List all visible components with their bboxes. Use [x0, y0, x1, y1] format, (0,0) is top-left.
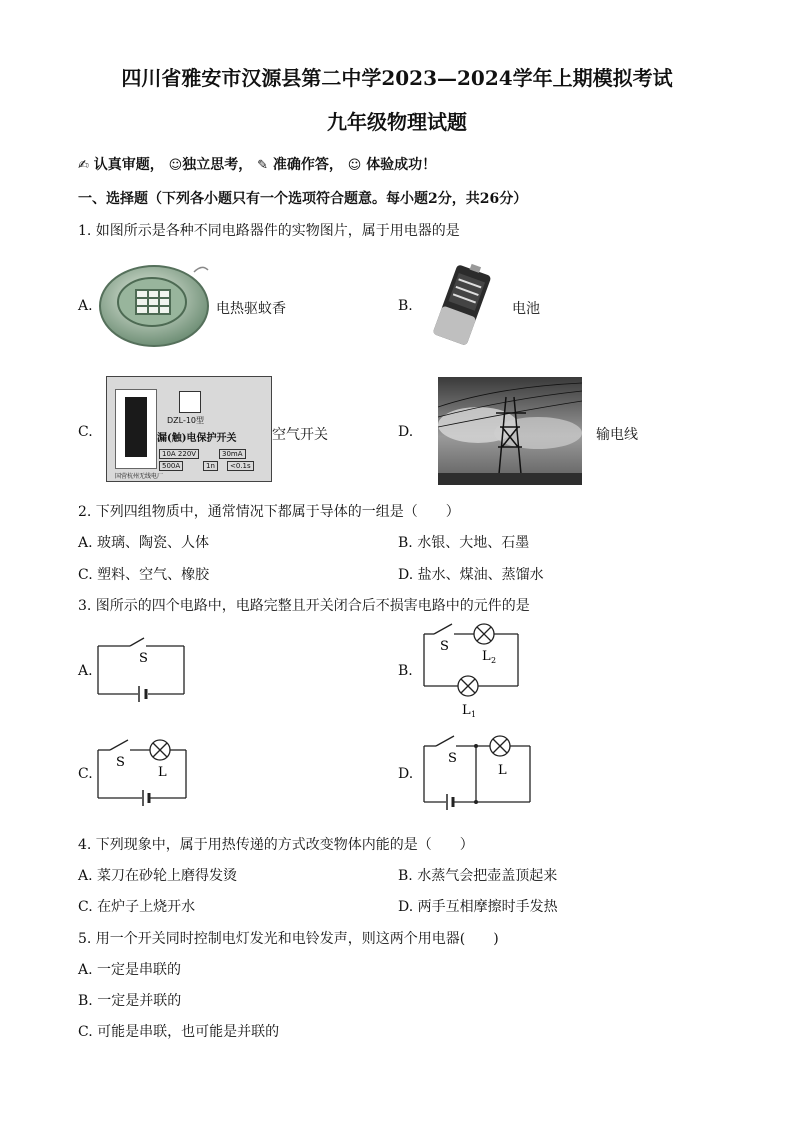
- pen-icon: ✍: [78, 158, 89, 173]
- q2-option-b: [398, 532, 529, 552]
- q1-option-c-letter: C.: [78, 424, 93, 440]
- lamp-label: L: [498, 763, 507, 778]
- q1-option-d-label: 输电线: [596, 427, 638, 443]
- q5-option-a: [78, 959, 181, 979]
- q1-option-c-label: 空气开关: [272, 427, 328, 443]
- q2-option-d-text: 盐水、煤油、蒸馏水: [417, 567, 544, 583]
- q5-option-b-letter: B.: [78, 993, 93, 1009]
- q1-option-a-letter: A.: [78, 298, 93, 314]
- air-switch-image: [106, 376, 272, 482]
- switch-model-text: DZL-10型: [167, 416, 205, 425]
- q4-option-d: [398, 896, 558, 916]
- q4-option-c-letter: C.: [78, 899, 93, 915]
- q4-option-c: [78, 896, 195, 916]
- q4-option-b-text: 水蒸气会把壶盖顶起来: [417, 868, 558, 884]
- switch-spec-4: 1n: [203, 461, 218, 471]
- motto-part-3: 准确作答，: [272, 157, 343, 173]
- switch-label: S: [440, 639, 449, 654]
- circuit-a-diagram: [92, 636, 192, 704]
- motto-line: [78, 154, 436, 174]
- exam-title: 四川省雅安市汉源县第二中学2023—2024学年上期模拟考试: [121, 66, 673, 90]
- q2-option-d: [398, 564, 544, 584]
- question-4-stem: 4. 下列现象中，属于用热传递的方式改变物体内能的是（ ）: [78, 837, 474, 853]
- switch-spec-1: 10A 220V: [159, 449, 199, 459]
- q4-option-a-letter: A.: [78, 868, 93, 884]
- q4-option-b: [398, 865, 557, 885]
- lamp-l1-subscript: 1: [471, 710, 477, 719]
- question-3-stem: 3. 图所示的四个电路中，电路完整且开关闭合后不损害电路中的元件的是: [78, 598, 530, 614]
- q5-option-c-letter: C.: [78, 1024, 93, 1040]
- lamp-l1-label: L: [462, 703, 471, 718]
- q4-option-a-text: 菜刀在砂轮上磨得发烫: [97, 868, 238, 884]
- q4-option-a: [78, 865, 237, 885]
- q3-option-a-letter: A.: [78, 663, 93, 679]
- question-5-stem: 5. 用一个开关同时控制电灯发光和电铃发声，则这两个用电器( ): [78, 931, 499, 947]
- question-2-stem: 2. 下列四组物质中，通常情况下都属于导体的一组是（ ）: [78, 504, 460, 520]
- q2-option-a: [78, 532, 209, 552]
- switch-spec-3: 500A: [159, 461, 183, 471]
- switch-label: S: [139, 651, 148, 666]
- lamp-l2-subscript: 2: [491, 656, 497, 665]
- q2-option-b-text: 水银、大地、石墨: [417, 535, 530, 551]
- junction-dot: [474, 744, 478, 748]
- exam-subtitle: 九年级物理试题: [327, 110, 467, 134]
- q1-option-b-letter: B.: [398, 298, 413, 314]
- q3-option-d-letter: D.: [398, 766, 414, 782]
- q2-option-b-letter: B.: [398, 535, 413, 551]
- q2-option-a-text: 玻璃、陶瓷、人体: [97, 535, 210, 551]
- q4-option-d-text: 两手互相摩擦时手发热: [417, 899, 558, 915]
- q1-option-a-label: 电热驱蚊香: [216, 301, 286, 317]
- q2-option-a-letter: A.: [78, 535, 93, 551]
- q5-option-c: [78, 1021, 279, 1041]
- motto-part-1: 认真审题，: [93, 157, 164, 173]
- q4-option-b-letter: B.: [398, 868, 413, 884]
- q5-option-b: [78, 990, 181, 1010]
- switch-name-text: 漏(触)电保护开关: [157, 433, 237, 444]
- q1-option-b-label: 电池: [512, 301, 540, 317]
- smile-icon: ☺: [347, 158, 362, 173]
- q3-option-b-letter: B.: [398, 663, 413, 679]
- q4-option-d-letter: D.: [398, 899, 414, 915]
- q2-option-d-letter: D.: [398, 567, 414, 583]
- q2-option-c-letter: C.: [78, 567, 93, 583]
- q2-option-c: [78, 564, 209, 584]
- switch-spec-5: <0.1s: [227, 461, 254, 471]
- switch-label: S: [448, 751, 457, 766]
- battery-image: [424, 262, 500, 348]
- lamp-label: L: [158, 765, 167, 780]
- switch-label: S: [116, 755, 125, 770]
- pencil-icon: ✎: [257, 158, 268, 173]
- mosquito-heater-image: [98, 258, 210, 350]
- circuit-b-diagram: [418, 618, 528, 722]
- q1-option-d-letter: D.: [398, 424, 414, 440]
- q5-option-a-letter: A.: [78, 962, 93, 978]
- circuit-c-diagram: [92, 736, 192, 808]
- q2-option-c-text: 塑料、空气、橡胶: [97, 567, 210, 583]
- motto-part-4: 体验成功！: [366, 157, 437, 173]
- q5-option-c-text: 可能是串联，也可能是并联的: [97, 1024, 280, 1040]
- question-1-stem: 1. 如图所示是各种不同电路器件的实物图片，属于用电器的是: [78, 223, 460, 239]
- section-heading: 一、选择题（下列各小题只有一个选项符合题意。每小题2分，共26分）: [78, 191, 528, 207]
- circuit-d-diagram: [418, 732, 538, 814]
- q3-option-c-letter: C.: [78, 766, 93, 782]
- lamp-l2-label: L: [482, 649, 491, 664]
- q5-option-b-text: 一定是并联的: [97, 993, 182, 1009]
- switch-maker-text: 国营杭州无线电厂: [115, 473, 164, 480]
- switch-spec-2: 30mA: [219, 449, 246, 459]
- power-line-image: [438, 377, 582, 485]
- motto-part-2: 独立思考，: [182, 157, 253, 173]
- q5-option-a-text: 一定是串联的: [97, 962, 182, 978]
- junction-dot: [474, 800, 478, 804]
- q4-option-c-text: 在炉子上烧开水: [97, 899, 196, 915]
- smile-icon: ☺: [168, 158, 183, 173]
